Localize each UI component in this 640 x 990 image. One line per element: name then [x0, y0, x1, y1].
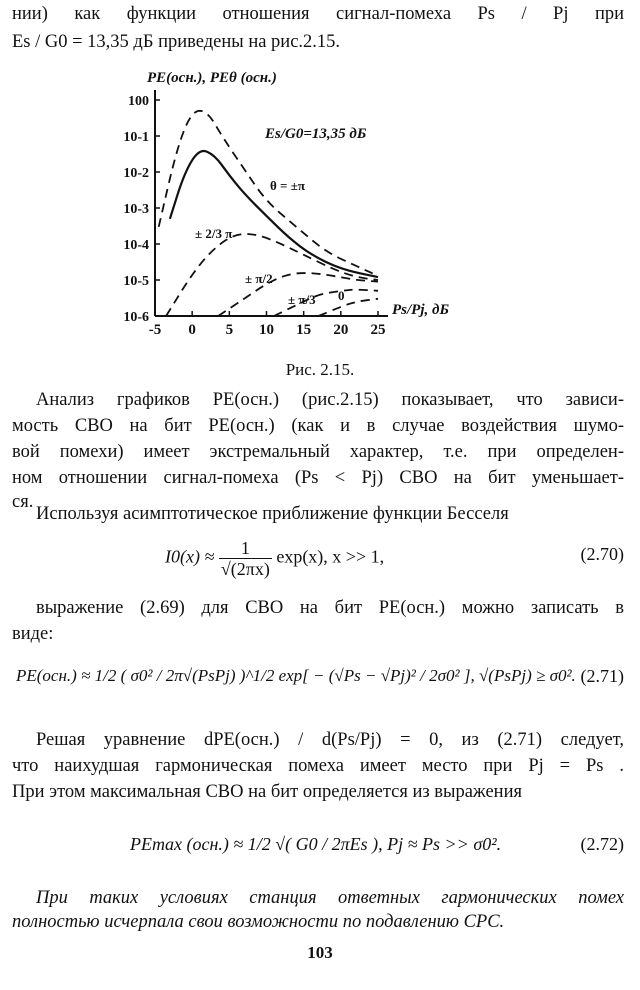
curve-label-1: ± 2/3 π — [195, 226, 233, 241]
y-axis-label: PE(осн.), PEθ (осн.) — [147, 70, 277, 86]
paragraph5-line2: что наихудшая гармоническая помеха имеет место при Pj = Ps . — [12, 756, 624, 776]
curve-label-4: 0 — [338, 288, 345, 303]
y-tick-label: 10-3 — [123, 202, 149, 217]
equation-2-71: PE(осн.) ≈ 1/2 ( σ0² / 2π√(PsPj) )^1/2 exp[ − (√Ps − √Pj)² / 2σ0² ], √(PsPj) ≥ σ0². — [16, 666, 576, 685]
curve-label-2: ± π/2 — [245, 271, 273, 286]
y-tick-label: 10-2 — [123, 166, 149, 181]
x-axis-label: Ps/Pj, дБ — [392, 302, 449, 318]
paragraph2-line4: ном отношении сигнал-помеха (Ps < Pj) СВО на бит уменьшает- — [12, 468, 624, 488]
y-tick-label: 100 — [128, 94, 149, 109]
x-tick-label: 5 — [225, 322, 234, 338]
paragraph5-line1: Решая уравнение dPE(осн.) / d(Ps/Pj) = 0, из (2.71) следует, — [36, 730, 624, 750]
eq270-fraction — [219, 538, 272, 579]
y-tick-label: 10-4 — [123, 238, 149, 253]
y-tick-label: 10-6 — [123, 310, 149, 325]
y-tick-label: 10-1 — [123, 130, 149, 145]
conclusion-line1: При таких условиях станция ответных гармонических помех — [36, 888, 624, 908]
figure-chart — [110, 68, 480, 348]
eq270-rhs: exp(x), x >> 1, — [276, 546, 385, 567]
paragraph2-line3: вой помехи) имеет экстремальный характер, т.е. при определен- — [12, 442, 624, 462]
paragraph2-line2: мость СВО на бит PE(осн.) (как и в случае воздействия шумо- — [12, 416, 624, 436]
x-tick-label: -5 — [148, 322, 162, 338]
curve-label-3: ± π/3 — [288, 292, 316, 307]
paragraph4-line2: виде: — [12, 624, 54, 644]
eq270-num: 1 — [219, 538, 272, 559]
equation-2-72-number: (2.72) — [580, 834, 624, 854]
equation-2-71-number: (2.71) — [580, 666, 624, 686]
eq270-den: √(2πx) — [220, 559, 270, 579]
paragraph2-line5: ся. — [12, 492, 34, 512]
equation-2-72: PEmax (осн.) ≈ 1/2 √( G0 / 2πEs ), Pj ≈ Ps >> σ0². — [130, 834, 502, 854]
equation-2-70 — [165, 538, 384, 579]
paragraph3-line1: Используя асимптотическое приближение функции Бесселя — [36, 504, 509, 524]
chart-labels — [195, 126, 367, 307]
x-tick-label: 15 — [296, 322, 312, 338]
series-line-0 — [170, 151, 378, 277]
conclusion-line2: полностью исчерпала свои возможности по подавлению СРС. — [12, 912, 505, 932]
y-tick-label: 10-5 — [123, 274, 149, 289]
equation-2-70-number: (2.70) — [580, 544, 624, 564]
eq270-lhs: I0(x) ≈ — [165, 546, 215, 567]
x-tick-label: 0 — [188, 322, 196, 338]
figure-caption: Рис. 2.15. — [285, 360, 355, 379]
page-number: 103 — [307, 943, 333, 962]
x-tick-label: 10 — [259, 322, 274, 338]
x-tick-label: 25 — [370, 322, 386, 338]
chart-annotation: Es/G0=13,35 дБ — [265, 126, 367, 142]
x-tick-label: 20 — [333, 322, 349, 338]
paragraph1-line2: Es / G0 = 13,35 дБ приведены на рис.2.15. — [12, 32, 341, 52]
paragraph2-line1: Анализ графиков PE(осн.) (рис.2.15) показывает, что зависи- — [36, 390, 624, 410]
paragraph5-line3: При этом максимальная СВО на бит определяется из выражения — [12, 782, 522, 802]
series-line-5 — [319, 299, 379, 316]
paragraph4-line1: выражение (2.69) для СВО на бит PE(осн.) можно записать в — [36, 598, 624, 618]
chart-axes — [147, 70, 449, 318]
paragraph1-line1: нии) как функции отношения сигнал-помеха Ps / Pj при — [12, 4, 624, 24]
curve-label-0: θ = ±π — [270, 178, 305, 193]
